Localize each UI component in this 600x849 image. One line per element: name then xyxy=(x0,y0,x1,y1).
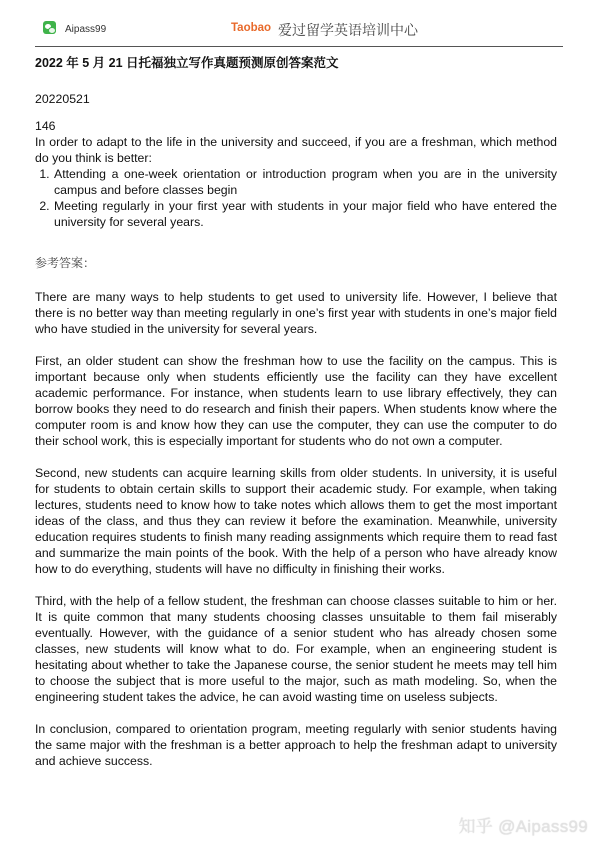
paragraph-first: First, an older student can show the freshman how to use the facility on the campus. This is important because only when students efficiently use the facility can they have excellent academic performance. For instance, when students learn to use library effectively, they can borrow books they need to do research and finish their papers. When students know where the computer room is and know how they can use the computer, they can use the computer to do their school work, this is especially important for students who do not own a computer. xyxy=(35,354,557,448)
page-header xyxy=(35,18,563,47)
option-1: 1. Attending a one-week orientation or introduction program when you are in the university campus and before classes begin xyxy=(53,166,557,198)
option-list xyxy=(35,166,557,230)
question-number: 146 xyxy=(35,119,56,133)
option-2: 2. Meeting regularly in your first year with students in your major field who have entered the university for several years. xyxy=(53,198,557,230)
document-body xyxy=(35,118,557,785)
school-name: 爱过留学英语培训中心 xyxy=(278,23,418,39)
taobao-label: Taobao xyxy=(231,22,272,34)
wechat-id: Aipass99 xyxy=(65,24,107,35)
wechat-icon xyxy=(43,21,56,34)
paragraph-third: Third, with the help of a fellow student, the freshman can choose classes suitable to him or her. It is quite common that many students choosing classes unsuitable to them fail miserably eventually. However, with the guidance of a senior student who has already chosen some classes, new students will know what to do. For example, when an engineering student is hesitating about whether to take the Japanese course, the senior student he meets may tell him to choose the subject that is more useful to the major, such as math modeling. So, when the engineering student takes the advice, he can avoid wasting time on useless subjects. xyxy=(35,594,557,704)
paragraph-second: Second, new students can acquire learning skills from older students. In university, it is useful for students to obtain certain skills to support their academic study. For example, when taking lectures, students need to know how to take notes which allows them to get the most important ideas of the class, and thus they can review it before the examination. Meanwhile, university education requires students to finish many reading assignments which require them to read fast and summarize the main points of the book. With the help of a person who have already know how to do everything, students will have no difficulty in finishing their works. xyxy=(35,466,557,576)
paragraph-intro: There are many ways to help students to get used to university life. However, I believe that there is no better way than meeting regularly in one’s first year with students in one’s major field who have studied in the university for several years. xyxy=(35,290,557,336)
question-prompt: In order to adapt to the life in the university and succeed, if you are a freshman, which method do you think is better: xyxy=(35,135,557,165)
document-date: 20220521 xyxy=(35,92,90,106)
answer-label: 参考答案： xyxy=(35,256,96,270)
paragraph-conclusion: In conclusion, compared to orientation program, meeting regularly with senior students having the same major with the freshman is a better approach to help the freshman adapt to university and achieve success. xyxy=(35,722,557,768)
document-title: 2022 年 5 月 21 日托福独立写作真题预测原创答案范文 xyxy=(35,56,339,70)
zhihu-watermark: 知乎 @Aipass99 xyxy=(458,817,588,836)
